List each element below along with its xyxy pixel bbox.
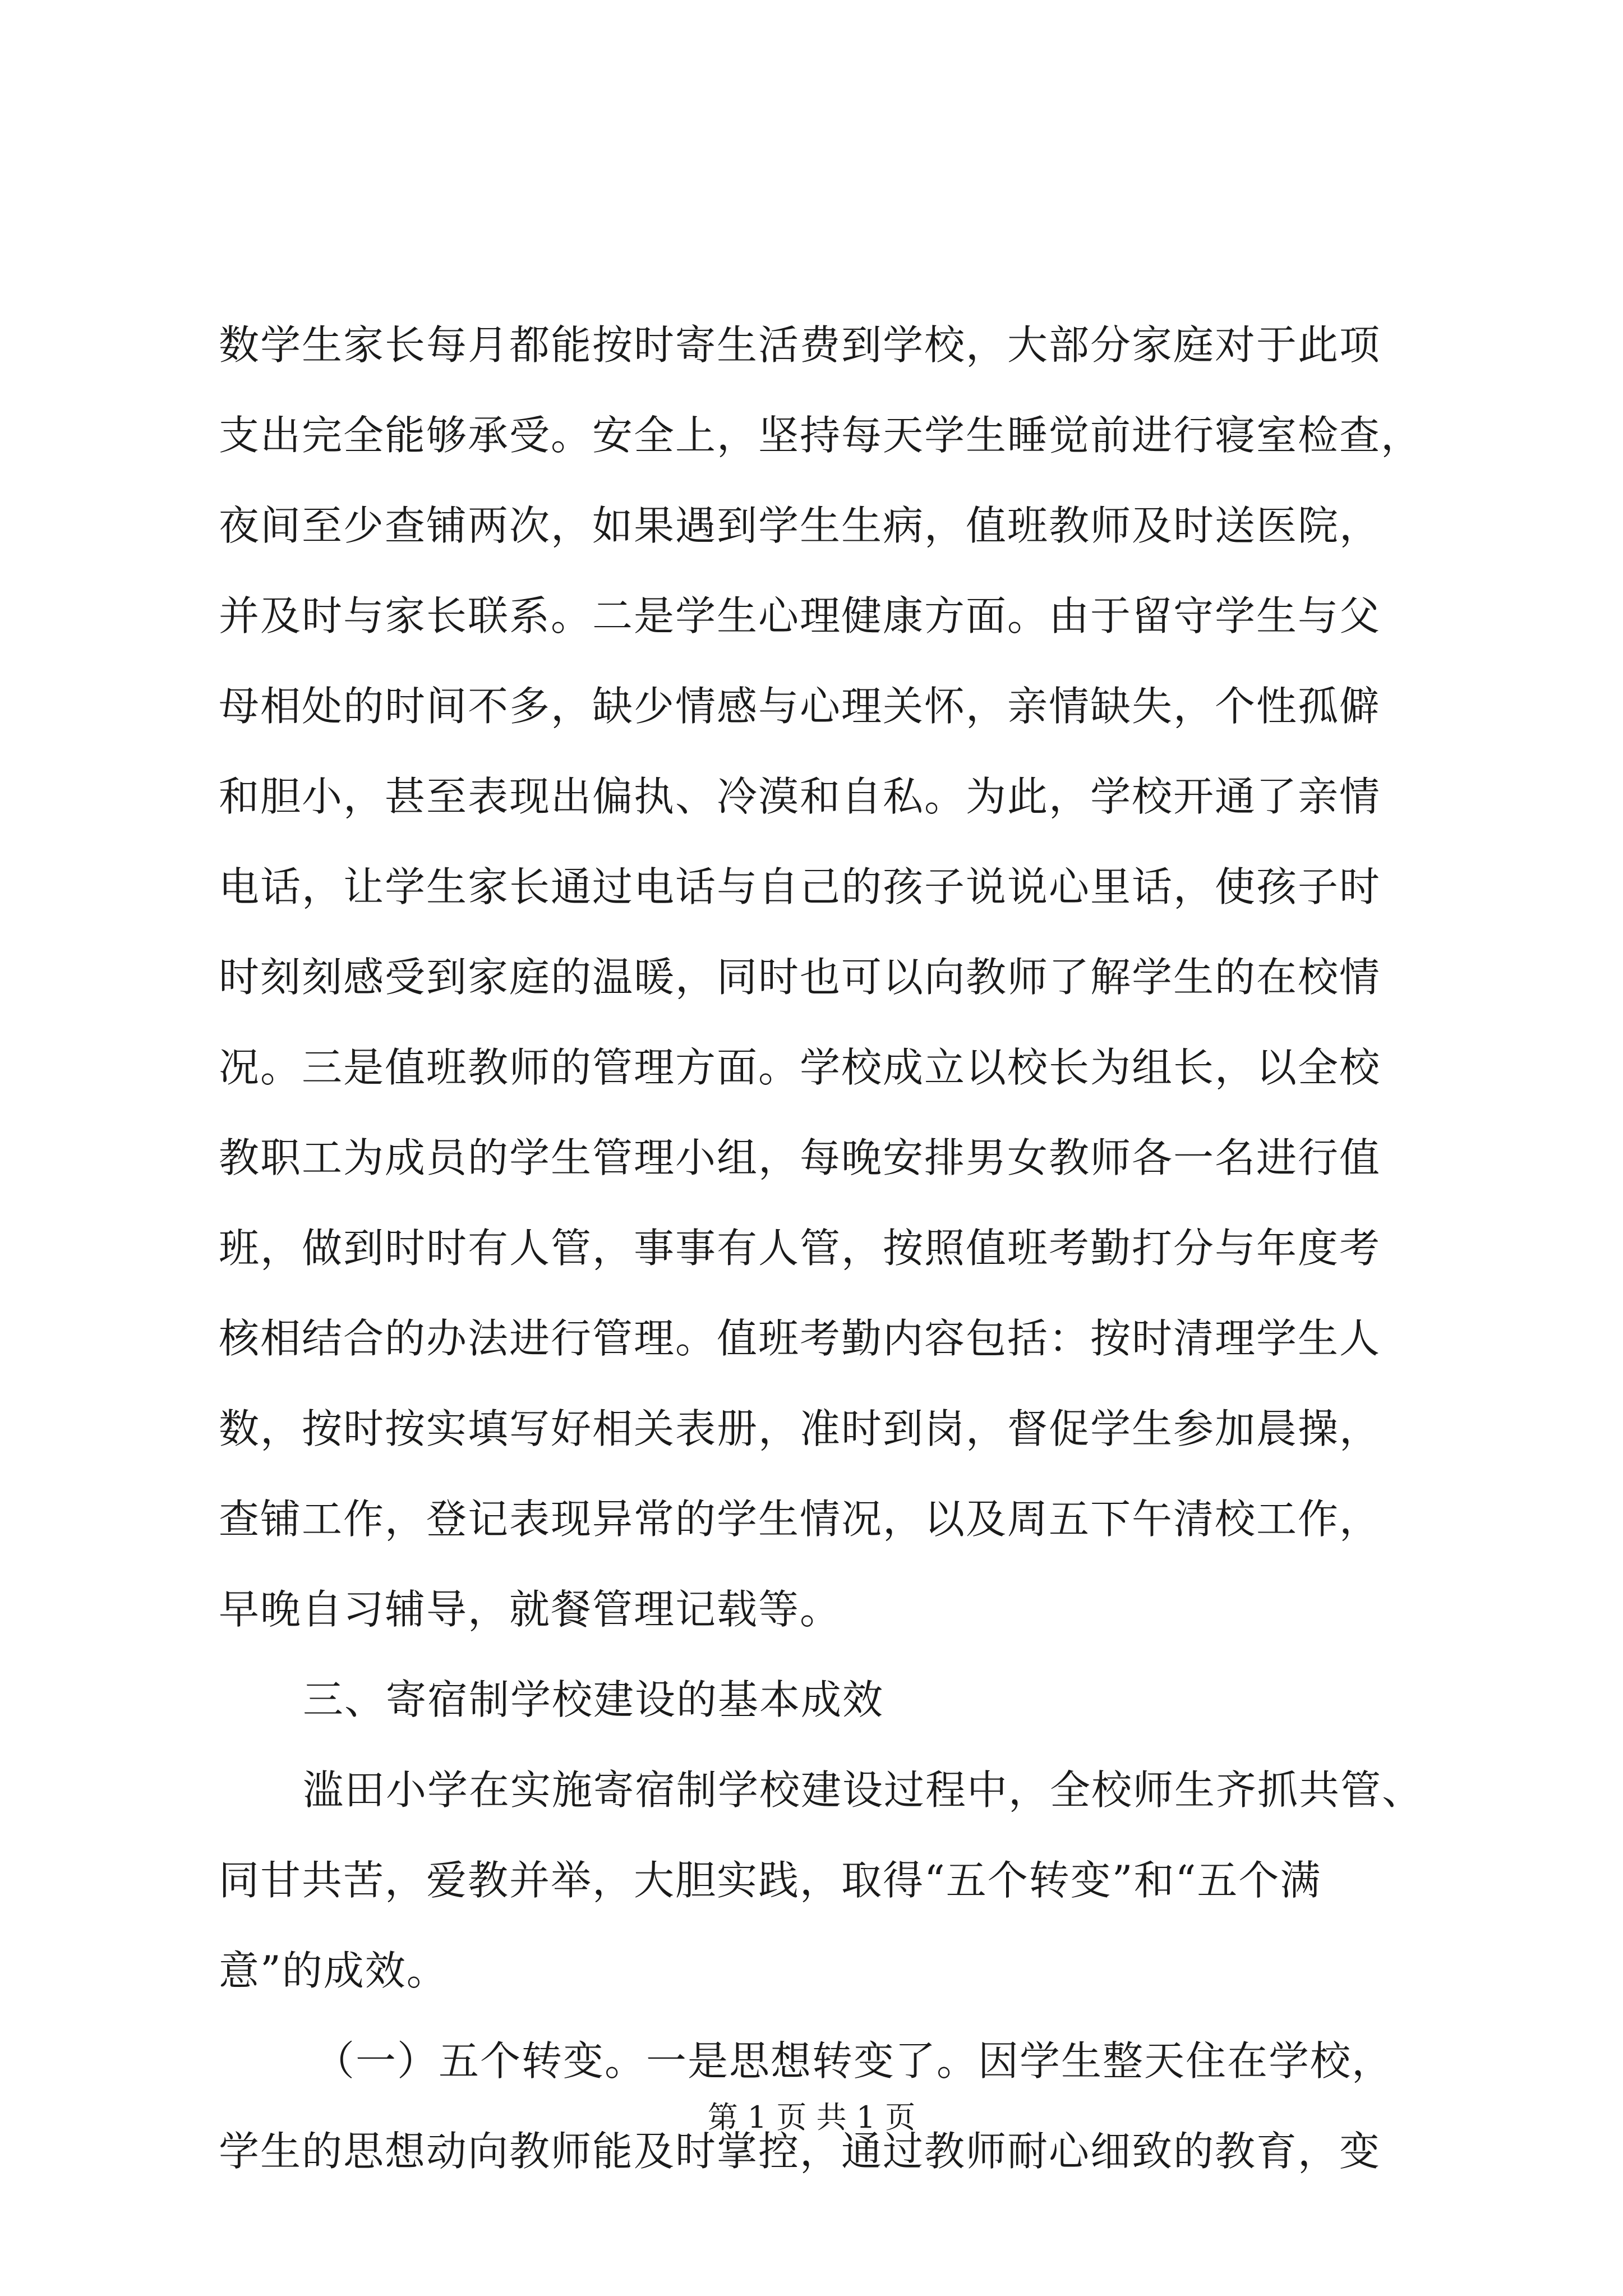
text-line: 班，做到时时有人管，事事有人管，按照值班考勤打分与年度考	[219, 1225, 1381, 1272]
body-text	[219, 300, 1424, 2197]
text-line: 查铺工作，登记表现异常的学生情况，以及周五下午清校工作，	[219, 1496, 1381, 1543]
text-line: 早晚自习辅导，就餐管理记载等。	[219, 1586, 842, 1633]
text-line: 数，按时按实填写好相关表册，准时到岗，督促学生参加晨操，	[219, 1405, 1381, 1452]
text-line: 支出完全能够承受。安全上，坚持每天学生睡觉前进行寝室检查，	[219, 412, 1423, 459]
text-line: 核相结合的办法进行管理。值班考勤内容包括：按时清理学生人	[219, 1315, 1381, 1362]
text-line: 同甘共苦，爱教并举，大胆实践，取得“五个转变”和“五个满	[219, 1857, 1322, 1904]
text-line: 学生的思想动向教师能及时掌控，通过教师耐心细致的教育，变	[219, 2128, 1381, 2175]
subsection-line: （一）五个转变。一是思想转变了。因学生整天住在学校，	[314, 2037, 1394, 2085]
text-line: 时刻刻感受到家庭的温暖，同时也可以向教师了解学生的在校情	[219, 954, 1381, 1001]
section-heading: 三、寄宿制学校建设的基本成效	[303, 1676, 884, 1723]
text-line: 况。三是值班教师的管理方面。学校成立以校长为组长，以全校	[219, 1044, 1381, 1091]
text-line: 和胆小，甚至表现出偏执、冷漠和自私。为此，学校开通了亲情	[219, 773, 1381, 820]
text-line: 电话，让学生家长通过电话与自己的孩子说说心里话，使孩子时	[219, 863, 1381, 910]
text-line: 意”的成效。	[219, 1947, 448, 1994]
page-number-footer: 第 1 页 共 1 页	[707, 2100, 916, 2135]
text-line: 并及时与家长联系。二是学生心理健康方面。由于留守学生与父	[219, 592, 1381, 639]
text-line: 母相处的时间不多，缺少情感与心理关怀，亲情缺失，个性孤僻	[219, 683, 1381, 730]
text-line: 数学生家长每月都能按时寄生活费到学校，大部分家庭对于此项	[219, 321, 1381, 369]
text-line: 教职工为成员的学生管理小组，每晚安排男女教师各一名进行值	[219, 1134, 1381, 1181]
text-line: 夜间至少查铺两次，如果遇到学生生病，值班教师及时送医院，	[219, 502, 1381, 549]
text-line: 滥田小学在实施寄宿制学校建设过程中，全校师生齐抓共管、	[303, 1766, 1424, 1814]
